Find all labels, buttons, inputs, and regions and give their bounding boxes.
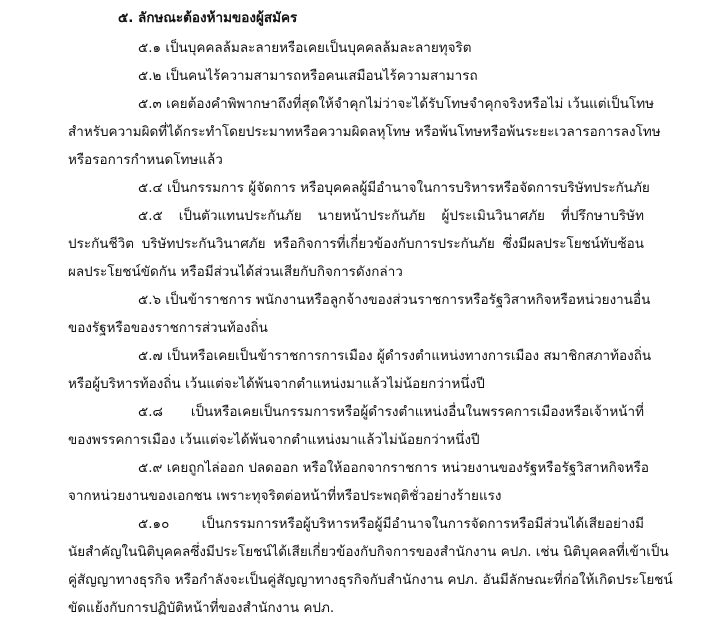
item-5-8-line-1: ๕.๘ เป็นหรือเคยเป็นกรรมการหรือผู้ดำรงตำแหน่งอื่นในพรรคการเมืองหรือเจ้าหน้าที่ bbox=[138, 404, 644, 420]
item-5-6-line-1: ๕.๖ เป็นข้าราชการ พนักงานหรือลูกจ้างของส่วนราชการหรือรัฐวิสาหกิจหรือหน่วยงานอื่น bbox=[138, 292, 651, 308]
item-5-10-line-3: คู่สัญญาทางธุรกิจ หรือกำลังจะเป็นคู่สัญญาทางธุรกิจกับสำนักงาน คปภ. อันมีลักษณะที่ก่อให้เกิดประโยชน์ bbox=[68, 572, 673, 588]
item-5-5-line-1: ๕.๕ เป็นตัวแทนประกันภัย นายหน้าประกันภัย ผู้ประเมินวินาศภัย ที่ปรึกษาบริษัท bbox=[138, 208, 644, 224]
item-5-2-line-1: ๕.๒ เป็นคนไร้ความสามารถหรือคนเสมือนไร้ความสามารถ bbox=[138, 68, 478, 84]
item-5-4-line-1: ๕.๔ เป็นกรรมการ ผู้จัดการ หรือบุคคลผู้มีอำนาจในการบริหารหรือจัดการบริษัทประกันภัย bbox=[138, 180, 650, 196]
item-5-5-line-2: ประกันชีวิต บริษัทประกันวินาศภัย หรือกิจการที่เกี่ยวข้องกับการประกันภัย ซึ่งมีผลประโยชน์ทับซ้อน bbox=[68, 236, 644, 252]
item-5-10-line-1: ๕.๑๐ เป็นกรรมการหรือผู้บริหารหรือผู้มีอำนาจในการจัดการหรือมีส่วนได้เสียอย่างมี bbox=[138, 516, 644, 532]
item-5-9-line-1: ๕.๙ เคยถูกไล่ออก ปลดออก หรือให้ออกจากราชการ หน่วยงานของรัฐหรือรัฐวิสาหกิจหรือ bbox=[138, 460, 649, 476]
item-5-3-line-1: ๕.๓ เคยต้องคำพิพากษาถึงที่สุดให้จำคุกไม่ว่าจะได้รับโทษจำคุกจริงหรือไม่ เว้นแต่เป็นโทษ bbox=[138, 96, 655, 112]
item-5-6-line-2: ของรัฐหรือของราชการส่วนท้องถิ่น bbox=[68, 320, 268, 336]
item-5-10-line-4: ขัดแย้งกับการปฏิบัติหน้าที่ของสำนักงาน คปภ. bbox=[68, 600, 335, 616]
section-heading: ๕. ลักษณะต้องห้ามของผู้สมัคร bbox=[118, 10, 298, 26]
item-5-5-line-3: ผลประโยชน์ขัดกัน หรือมีส่วนได้ส่วนเสียกับกิจการดังกล่าว bbox=[68, 264, 403, 280]
item-5-3-line-3: หรือรอการกำหนดโทษแล้ว bbox=[68, 152, 223, 168]
item-5-9-line-2: จากหน่วยงานของเอกชน เพราะทุจริตต่อหน้าที่หรือประพฤติชั่วอย่างร้ายแรง bbox=[68, 488, 502, 504]
item-5-10-line-2: นัยสำคัญในนิติบุคคลซึ่งมีประโยชน์ได้เสียเกี่ยวข้องกับกิจการของสำนักงาน คปภ. เช่น นิติบุคคลที่เข้าเป็น bbox=[68, 544, 669, 560]
item-5-7-line-2: หรือผู้บริหารท้องถิ่น เว้นแต่จะได้พ้นจากตำแหน่งมาแล้วไม่น้อยกว่าหนึ่งปี bbox=[68, 376, 485, 392]
item-5-3-line-2: สำหรับความผิดที่ได้กระทำโดยประมาทหรือความผิดลหุโทษ หรือพ้นโทษหรือพ้นระยะเวลารอการลงโทษ bbox=[68, 124, 661, 140]
item-5-7-line-1: ๕.๗ เป็นหรือเคยเป็นข้าราชการการเมือง ผู้ดำรงตำแหน่งทางการเมือง สมาชิกสภาท้องถิ่น bbox=[138, 348, 652, 364]
item-5-1-line-1: ๕.๑ เป็นบุคคลล้มละลายหรือเคยเป็นบุคคลล้มละลายทุจริต bbox=[138, 40, 472, 56]
item-5-8-line-2: ของพรรคการเมือง เว้นแต่จะได้พ้นจากตำแหน่งมาแล้วไม่น้อยกว่าหนึ่งปี bbox=[68, 432, 480, 448]
